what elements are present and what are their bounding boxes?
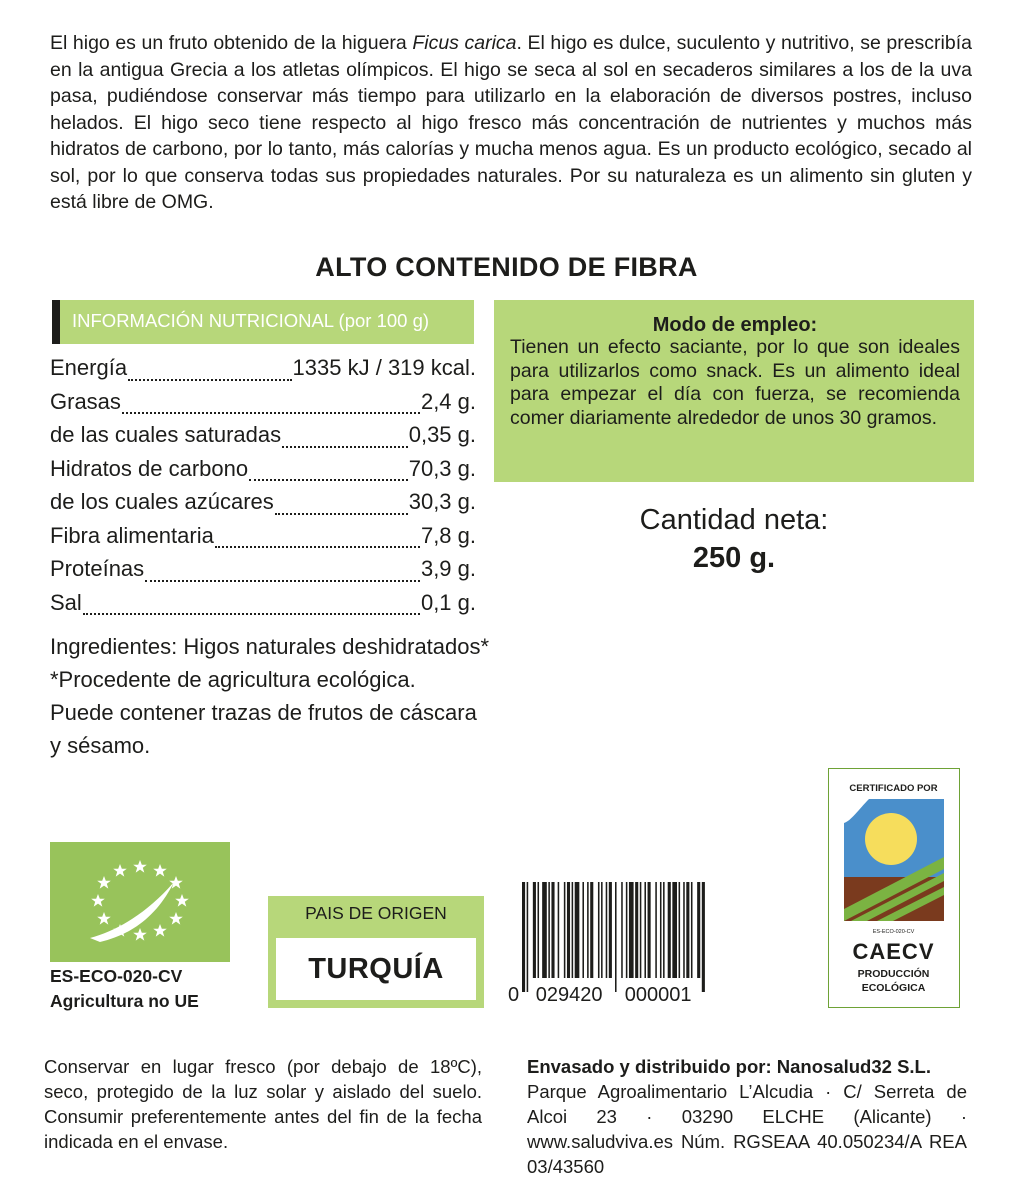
usage-text: Tienen un efecto saciante, por lo que son ideales para utilizarlos como snack. Es un alimento ideal para empezar el día con fuerza, se recomienda comer diariamente alrededor de unos 30 gramos. bbox=[510, 336, 960, 429]
barcode-bar bbox=[679, 882, 681, 978]
barcode-bar bbox=[522, 882, 525, 992]
barcode-bar bbox=[606, 882, 608, 978]
star-icon bbox=[169, 912, 183, 925]
barcode-bar bbox=[575, 882, 580, 978]
star-icon bbox=[113, 864, 127, 877]
star-icon bbox=[153, 864, 167, 877]
net-quantity-value: 250 g. bbox=[692, 542, 776, 574]
star-icon bbox=[97, 876, 111, 889]
barcode-bar bbox=[640, 882, 642, 978]
nutrition-header-label: INFORMACIÓN NUTRICIONAL (por 100 g) bbox=[72, 310, 430, 331]
agriculture-origin: Agricultura no UE bbox=[50, 991, 199, 1011]
barcode-bar bbox=[686, 882, 689, 978]
barcode-bar bbox=[551, 882, 554, 978]
caecv-line-2: ECOLÓGICA bbox=[861, 982, 926, 994]
net-quantity-label: Cantidad neta: bbox=[639, 504, 829, 536]
species-name: Ficus carica bbox=[412, 32, 517, 54]
star-icon bbox=[91, 894, 105, 907]
barcode-bar bbox=[635, 882, 638, 978]
storage-instructions: Conservar en lugar fresco (por debajo de 18ºC), seco, protegido de la luz solar y aislado del suelo. Consumir preferentemente antes del fin de la fecha indicada en el envase. bbox=[44, 1056, 482, 1152]
barcode-bar bbox=[538, 882, 540, 978]
company-info bbox=[527, 1054, 967, 1179]
ingredients-label: Ingredientes bbox=[50, 634, 172, 659]
nutrition-row: de las cuales saturadas 0,35 g. bbox=[50, 422, 476, 447]
barcode-right-group: 000001 bbox=[624, 984, 692, 1006]
barcode-bar bbox=[558, 882, 560, 978]
caecv-top-label: CERTIFICADO POR bbox=[849, 783, 938, 794]
barcode-bar bbox=[527, 882, 529, 992]
barcode-bar bbox=[609, 882, 612, 978]
nutrition-row: Proteínas 3,9 g. bbox=[50, 556, 476, 581]
barcode-bar bbox=[668, 882, 671, 978]
barcode-bar bbox=[587, 882, 589, 978]
eu-logo-caption bbox=[50, 964, 199, 1014]
sun-icon bbox=[865, 813, 917, 865]
organic-note: *Procedente de agricultura ecológica. bbox=[50, 667, 416, 692]
barcode-bar bbox=[564, 882, 566, 978]
usage-title: Modo de empleo: bbox=[652, 314, 818, 336]
nutrition-row: de los cuales azúcares 30,3 g. bbox=[50, 489, 476, 514]
caecv-small-code: ES-ECO-020-CV bbox=[872, 929, 915, 935]
country-of-origin-box bbox=[268, 896, 484, 1008]
eu-organic-leaf-icon bbox=[50, 842, 230, 962]
barcode-bar bbox=[663, 882, 665, 978]
barcode-first-digit: 0 bbox=[508, 984, 520, 1006]
barcode-bar bbox=[572, 882, 574, 978]
barcode-bar bbox=[648, 882, 651, 978]
barcode-bar bbox=[533, 882, 536, 978]
star-icon bbox=[175, 894, 189, 907]
organic-control-code: ES-ECO-020-CV bbox=[50, 966, 183, 986]
barcode-bar bbox=[697, 882, 700, 978]
origin-value: TURQUÍA bbox=[308, 952, 444, 985]
nutrition-row: Grasas 2,4 g. bbox=[50, 388, 476, 414]
barcode-bar bbox=[601, 882, 603, 978]
barcode-left-group: 029420 bbox=[535, 984, 603, 1006]
barcode-bar bbox=[598, 882, 600, 978]
barcode-bar bbox=[582, 882, 584, 978]
barcode bbox=[514, 882, 776, 992]
barcode-bar bbox=[542, 882, 547, 978]
product-description: El higo es un fruto obtenido de la higuera Ficus carica. El higo es dulce, suculento y nutritivo, se prescribía en la antigua Grecia a los atletas olímpicos. El higo se seca al sol en secaderos similares a los de la uva pasa, pudiéndose conservar más tiempo para utilizarlo en la elaboración de diversos postres, incluso helados. El higo seco tiene respecto al higo fresco más concentración de nutrientes y muchos más hidratos de carbono, por lo tanto, más calorías y mucha menos agua. Es un producto ecológico, secado al sol, por lo que conserva todas sus propiedades naturales. Por su naturaleza es un alimento sin gluten y está libre de OMG. bbox=[50, 32, 972, 213]
highlight-claim: ALTO CONTENIDO DE FIBRA bbox=[315, 252, 698, 282]
barcode-bar bbox=[660, 882, 662, 978]
barcode-bar bbox=[655, 882, 657, 978]
star-icon bbox=[133, 928, 147, 941]
caecv-certification-logo bbox=[828, 768, 960, 1008]
nutrition-row: Energía 1335 kJ / 319 kcal. bbox=[50, 355, 476, 380]
usage-box bbox=[494, 300, 974, 482]
star-icon bbox=[133, 860, 147, 873]
barcode-bar bbox=[644, 882, 646, 978]
barcode-bar bbox=[590, 882, 593, 978]
allergen-note: Puede contener trazas de frutos de cáscara y sésamo. bbox=[50, 700, 477, 758]
barcode-bars bbox=[514, 882, 776, 992]
barcode-bar bbox=[615, 882, 617, 992]
company-lead: Envasado y distribuido por: Nanosalud32 S.L. bbox=[527, 1056, 931, 1077]
eu-organic-leaf-graphic bbox=[50, 842, 230, 962]
barcode-bar bbox=[702, 882, 705, 992]
barcode-bar bbox=[629, 882, 634, 978]
barcode-bar bbox=[683, 882, 685, 978]
ingredients: Ingredientes: Higos naturales deshidratados* *Procedente de agricultura ecológica. Puede contener trazas de frutos de cáscara y sésamo. bbox=[50, 634, 490, 758]
star-icon bbox=[97, 912, 111, 925]
nutrition-row: Sal 0,1 g. bbox=[50, 589, 476, 615]
caecv-logo-graphic bbox=[829, 769, 958, 1006]
nutrition-row: Hidratos de carbono 70,3 g. bbox=[50, 455, 476, 481]
barcode-bar bbox=[672, 882, 677, 978]
nutrition-row: Fibra alimentaria 7,8 g. bbox=[50, 522, 476, 548]
star-icon bbox=[153, 924, 167, 937]
barcode-bar bbox=[621, 882, 623, 978]
barcode-bar bbox=[626, 882, 628, 978]
barcode-bar bbox=[548, 882, 550, 978]
nutrition-table bbox=[50, 355, 476, 623]
caecv-line-1: PRODUCCIÓN bbox=[857, 968, 930, 980]
nutrition-header bbox=[52, 300, 474, 344]
barcode-bar bbox=[567, 882, 570, 978]
barcode-bar bbox=[691, 882, 693, 978]
caecv-name: CAECV bbox=[852, 939, 935, 964]
origin-value-box bbox=[276, 938, 476, 1000]
company-address: Parque Agroalimentario L’Alcudia · C/ Serreta de Alcoi 23 · 03290 ELCHE (Alicante) · www.saludviva.es Núm. RGSEAA 40.050234/A REA 03/43560 bbox=[527, 1081, 967, 1177]
barcode-digits bbox=[508, 984, 778, 1007]
origin-label: PAIS DE ORIGEN bbox=[305, 903, 447, 923]
